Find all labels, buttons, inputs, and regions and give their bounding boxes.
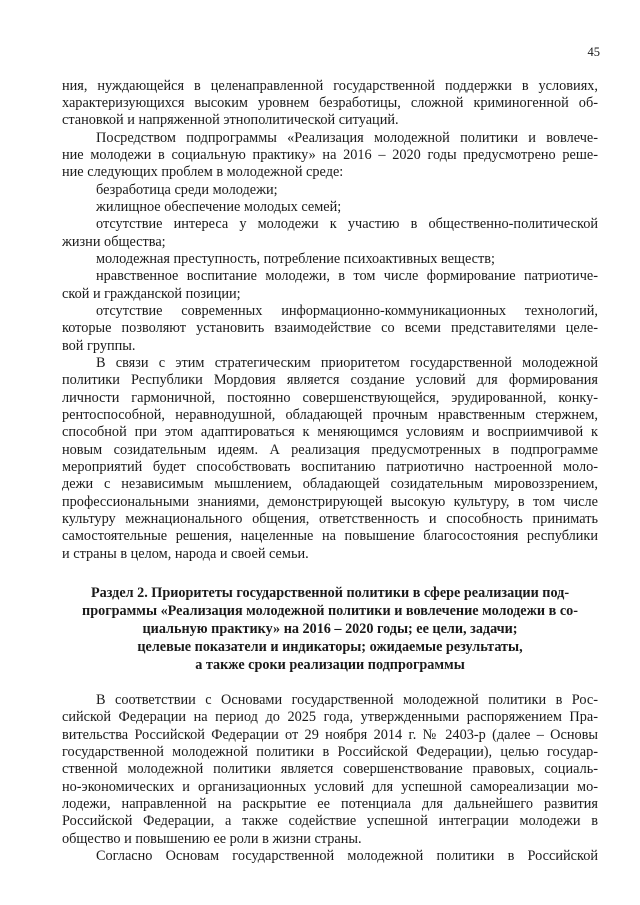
text-line: ние молодежи в социальную практику» на 2016 – 2020 годы предусмотрено реше- (62, 147, 598, 163)
text-line: Российской Федерации, а также содействие успешной интеграции молодежи в (62, 813, 598, 829)
text-line: отсутствие интереса у молодежи к участию в общественно-политической (96, 216, 598, 232)
text-line: и страны в целом, народа и своей семьи. (62, 546, 309, 562)
text-line: мероприятий будет способствовать воспитанию патриотично настроенной моло- (62, 459, 598, 475)
text-line: вительства Российской Федерации от 29 ноября 2014 г. № 2403-р (далее – Основы (62, 727, 598, 743)
text-line: ние следующих проблем в молодежной среде: (62, 164, 344, 180)
text-line: но-экономических и организационных условий для успешной самореализации мо- (62, 779, 598, 795)
text-line: В связи с этим стратегическим приоритетом государственной молодежной (96, 355, 598, 371)
text-line: вой группы. (62, 338, 136, 354)
text-line: сийской Федерации на период до 2025 года, утвержденными распоряжением Пра- (62, 709, 598, 725)
text-line: государственной молодежной политики в Российской Федерации), целью государ- (62, 744, 598, 760)
text-line: жилищное обеспечение молодых семей; (96, 199, 342, 215)
text-line: безработица среди молодежи; (96, 182, 278, 198)
text-line: ния, нуждающейся в целенаправленной государственной поддержки в условиях, (62, 78, 598, 94)
section-heading-line: целевые показатели и индикаторы; ожидаемые результаты, (137, 639, 523, 655)
text-line: жизни общества; (62, 234, 166, 250)
text-line: рентоспособной, неравнодушной, обладающей прочным нравственным стержнем, (62, 407, 598, 423)
text-line: ственной молодежной политики является совершенствование правовых, социаль- (62, 761, 598, 777)
text-line: профессиональными знаниями, демонстрирующей высокую культуру, в том числе (62, 494, 598, 510)
text-line: политики Республики Мордовия является создание условий для формирования (62, 372, 598, 388)
section-heading-line: циальную практику» на 2016 – 2020 годы; ее цели, задачи; (142, 621, 518, 637)
text-line: В соответствии с Основами государственной молодежной политики в Рос- (96, 692, 598, 708)
text-line: молодежная преступность, потребление психоактивных веществ; (96, 251, 495, 267)
text-line: способной при этом адаптироваться к меняющимся условиям и восприимчивой к (62, 424, 598, 440)
section-heading-line: программы «Реализация молодежной политики и вовлечение молодежи в со- (82, 603, 578, 619)
text-line: дежи с независимым мышлением, обладающей созидательным мировоззрением, (62, 476, 598, 492)
text-line: Посредством подпрограммы «Реализация молодежной политики и вовлече- (96, 130, 598, 146)
page-number: 45 (587, 45, 600, 59)
text-line: общество и повышению ее роли в жизни страны. (62, 831, 362, 847)
text-line: Согласно Основам государственной молодежной политики в Российской (96, 848, 598, 864)
text-line: культуру межнационального общения, ответственность и способность принимать (62, 511, 598, 527)
text-line: характеризующихся высоким уровнем безработицы, сложной криминогенной об- (62, 95, 598, 111)
section-heading-line: Раздел 2. Приоритеты государственной политики в сфере реализации под- (90, 585, 570, 601)
text-line: ской и гражданской позиции; (62, 286, 241, 302)
text-line: которые позволяют установить взаимодействие со всеми представителями целе- (62, 320, 598, 336)
text-line: отсутствие современных информационно-коммуникационных технологий, (96, 303, 598, 319)
text-line: самостоятельные решения, нацеленные на повышение благосостояния республики (62, 528, 598, 544)
text-line: становкой и напряженной этнополитической ситуаций. (62, 112, 399, 128)
section-heading-line: а также сроки реализации подпрограммы (195, 657, 465, 673)
text-line: нравственное воспитание молодежи, в том числе формирование патриотиче- (96, 268, 598, 284)
text-line: личности гармоничной, постоянно совершенствующейся, эрудированной, конку- (62, 390, 598, 406)
text-line: новым созидательным идеям. А реализация предусмотренных в подпрограмме (62, 442, 598, 458)
text-line: лодежи, направленной на раскрытие ее потенциала для дальнейшего развития (62, 796, 598, 812)
